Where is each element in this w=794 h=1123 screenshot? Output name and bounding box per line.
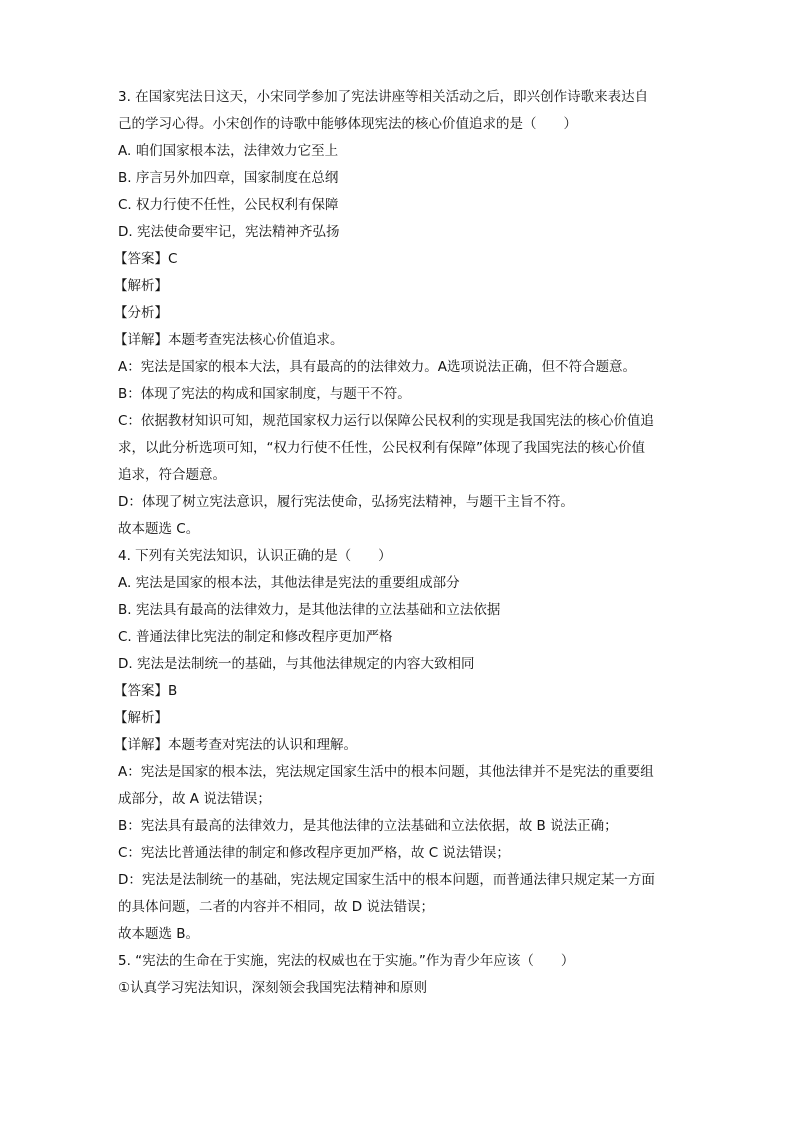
option-1: ①认真学习宪法知识，深刻领会我国宪法精神和原则	[118, 980, 428, 996]
explanation-line: 求，以此分析选项可知，“权力行使不任性，公民权利有保障”体现了我国宪法的核心价值	[118, 440, 645, 456]
explanation-line: 成部分，故 A 说法错误；	[118, 791, 271, 807]
analysis-label: 【解析】	[114, 710, 168, 726]
conclusion-line: 故本题选 B。	[118, 926, 200, 942]
explanation-line: C：依据教材知识可知，规范国家权力运行以保障公民权利的实现是我国宪法的核心价值追	[118, 413, 654, 429]
explanation-line: A：宪法是国家的根本法，宪法规定国家生活中的根本问题，其他法律并不是宪法的重要组	[118, 764, 654, 780]
explanation-line: B：体现了宪法的构成和国家制度，与题干不符。	[118, 386, 411, 402]
explanation-line: B：宪法具有最高的法律效力，是其他法律的立法基础和立法依据，故 B 说法正确；	[118, 818, 618, 834]
explanation-line: C：宪法比普通法律的制定和修改程序更加严格，故 C 说法错误；	[118, 845, 510, 861]
question-3	[114, 88, 698, 547]
explanation-line: D：体现了树立宪法意识，履行宪法使命，弘扬宪法精神，与题干主旨不符。	[118, 494, 574, 510]
question-stem: 己的学习心得。小宋创作的诗歌中能够体现宪法的核心价值追求的是（ ）	[118, 116, 577, 132]
document-page	[114, 88, 698, 1006]
option-b: B. 序言另外加四章，国家制度在总纲	[118, 170, 339, 186]
detail-label: 【详解】本题考查对宪法的认识和理解。	[114, 737, 357, 753]
explanation-line: 的具体问题，二者的内容并不相同，故 D 说法错误；	[118, 899, 434, 915]
explanation-line: D：宪法是法制统一的基础，宪法规定国家生活中的根本问题，而普通法律只规定某一方面	[118, 872, 655, 888]
explanation-line: A：宪法是国家的根本大法，具有最高的的法律效力。A选项说法正确，但不符合题意。	[118, 359, 636, 375]
question-4	[114, 547, 698, 952]
answer-label: 【答案】C	[114, 251, 178, 267]
detail-label: 【详解】本题考查宪法核心价值追求。	[114, 332, 344, 348]
option-a: A. 咱们国家根本法，法律效力它至上	[118, 143, 339, 159]
question-stem: 5. “宪法的生命在于实施，宪法的权威也在于实施。”作为青少年应该（ ）	[118, 953, 575, 969]
option-a: A. 宪法是国家的根本法，其他法律是宪法的重要组成部分	[118, 575, 460, 591]
option-c: C. 普通法律比宪法的制定和修改程序更加严格	[118, 629, 393, 645]
answer-label: 【答案】B	[114, 683, 178, 699]
option-d: D. 宪法使命要牢记，宪法精神齐弘扬	[118, 224, 340, 240]
analysis-label: 【解析】	[114, 278, 168, 294]
option-c: C. 权力行使不任性，公民权利有保障	[118, 197, 339, 213]
question-stem: 4. 下列有关宪法知识，认识正确的是（ ）	[118, 548, 392, 564]
fenxi-label: 【分析】	[114, 305, 168, 321]
option-d: D. 宪法是法制统一的基础，与其他法律规定的内容大致相同	[118, 656, 475, 672]
question-stem: 3. 在国家宪法日这天，小宋同学参加了宪法讲座等相关活动之后，即兴创作诗歌来表达自	[118, 89, 649, 105]
option-b: B. 宪法具有最高的法律效力，是其他法律的立法基础和立法依据	[118, 602, 501, 618]
conclusion-line: 故本题选 C。	[118, 521, 200, 537]
explanation-line: 追求，符合题意。	[118, 467, 226, 483]
question-5	[118, 952, 698, 1006]
